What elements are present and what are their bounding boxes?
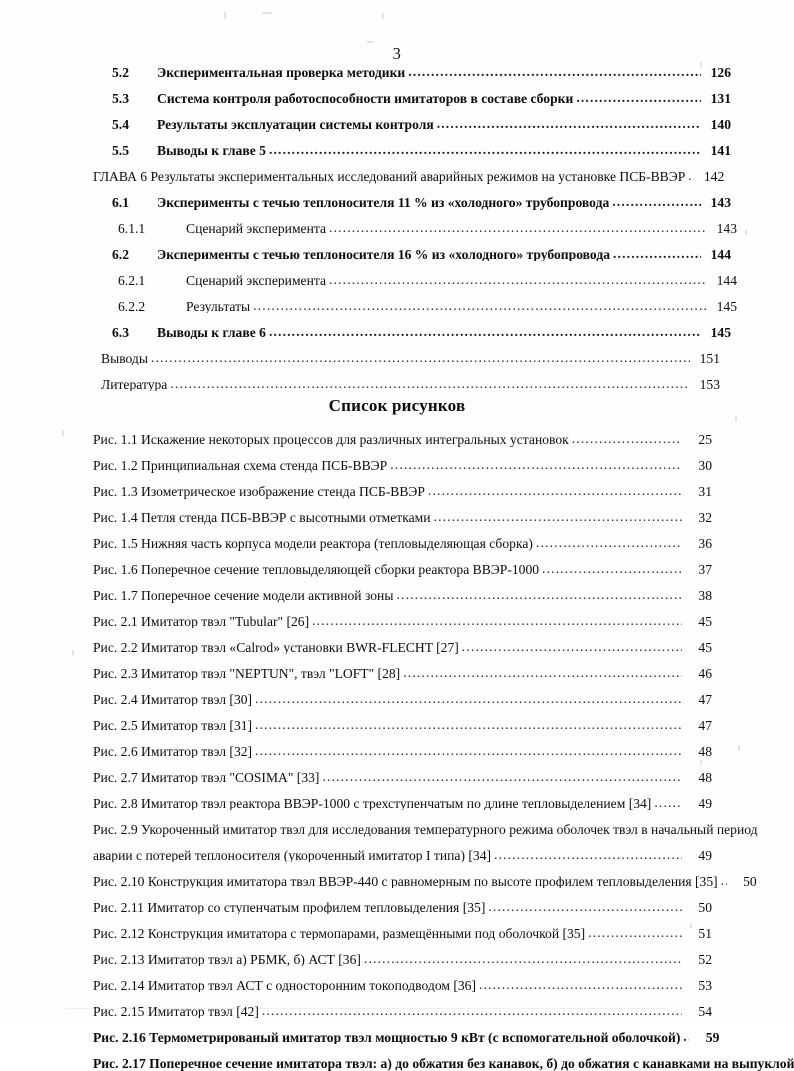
- entry-label: Рис. 2.13 Имитатор твэл а) РБМК, б) АСТ [36]: [93, 952, 361, 967]
- toc-entry-5-3[interactable]: [93, 92, 731, 106]
- entry-label: Экспериментальная проверка методики: [157, 66, 406, 80]
- dot-leader: [408, 65, 701, 79]
- dot-leader: [479, 978, 682, 992]
- entry-page-number: 131: [710, 90, 731, 106]
- figures-heading: Список рисунков: [328, 396, 466, 415]
- dot-leader: [721, 874, 727, 888]
- figure-entry[interactable]: [93, 459, 712, 473]
- figure-entry-2-9-line2[interactable]: [93, 849, 712, 863]
- dot-leader: [255, 718, 682, 732]
- figure-entry[interactable]: [93, 589, 712, 603]
- entry-label: Рис. 1.6 Поперечное сечение тепловыделяющей сборки реактора ВВЭР-1000: [93, 562, 540, 577]
- entry-number: 5.5: [112, 142, 129, 158]
- entry-label: Выводы: [101, 351, 148, 366]
- entry-label: Выводы к главе 5: [157, 143, 266, 158]
- dot-leader: [253, 299, 707, 313]
- dot-leader: [262, 1004, 682, 1018]
- toc-entry-6-2-2[interactable]: [93, 300, 737, 314]
- entry-label: Сценарий эксперимента: [186, 273, 326, 288]
- entry-number: 6.1: [112, 194, 129, 210]
- entry-page-number: 54: [698, 1003, 712, 1019]
- dot-leader: [588, 926, 682, 940]
- entry-number: 6.1.1: [118, 220, 146, 236]
- dot-leader: [437, 117, 701, 131]
- entry-label: Рис. 1.5 Нижняя часть корпуса модели реактора (тепловыделяющая сборка): [93, 536, 533, 551]
- entry-label: Рис. 2.16 Термометрированый имитатор твэл мощностью 9 кВт (с вспомогательной оболочкой): [93, 1030, 681, 1045]
- dot-leader: [494, 848, 682, 862]
- entry-label: Литература: [101, 377, 168, 392]
- entry-label: Система контроля работоспособности имитаторов в составе сборки: [157, 91, 574, 106]
- entry-label: Рис. 1.7 Поперечное сечение модели активной зоны: [93, 588, 394, 603]
- dot-leader: [683, 1030, 689, 1044]
- entry-page-number: 151: [699, 350, 720, 366]
- entry-label: Эксперименты с течью теплоносителя 11 % из «холодного» трубопровода: [157, 195, 610, 210]
- dot-leader: [329, 221, 707, 235]
- entry-page-number: 31: [698, 483, 712, 499]
- entry-page-number: 59: [705, 1029, 720, 1045]
- entry-label: Рис. 2.1 Имитатор твэл "Tubular" [26]: [93, 614, 310, 629]
- figure-entry[interactable]: [93, 563, 712, 577]
- dot-leader: [390, 458, 682, 472]
- figure-entry-2-17-line1: Рис. 2.17 Поперечное сечение имитатора твэл: а) до обжатия без канавок, б) до обжатия с канавками на выпуклой: [93, 1055, 794, 1071]
- entry-label: Рис. 2.6 Имитатор твэл [32]: [93, 744, 253, 759]
- toc-entry-6-2[interactable]: [93, 248, 731, 262]
- figure-entry[interactable]: [93, 485, 712, 499]
- entry-label: Рис. 2.11 Имитатор со ступенчатым профилем тепловыделения [35]: [93, 900, 486, 915]
- dot-leader: [542, 562, 682, 576]
- toc-entry-6-1[interactable]: [93, 196, 731, 210]
- entry-page-number: 48: [698, 743, 712, 759]
- dot-leader: [613, 247, 701, 261]
- entry-number: 5.2: [112, 65, 129, 80]
- entry-label: Рис. 2.14 Имитатор твэл АСТ с односторонним токоподводом [36]: [93, 978, 476, 993]
- entry-number: 6.2.1: [118, 272, 146, 288]
- entry-label: Рис. 2.3 Имитатор твэл "NEPTUN", твэл "LOFT" [28]: [93, 666, 401, 681]
- entry-page-number: 47: [698, 691, 712, 707]
- entry-label: Эксперименты с течью теплоносителя 16 % из «холодного» трубопровода: [157, 247, 610, 262]
- entry-page-number: 47: [698, 717, 712, 733]
- dot-leader: [688, 169, 694, 183]
- figure-entry[interactable]: [93, 641, 712, 655]
- dot-leader: [269, 143, 701, 157]
- figure-entry[interactable]: [93, 771, 712, 785]
- entry-label: Рис. 2.12 Конструкция имитатора с термопарами, размещёнными под оболочкой [35]: [93, 926, 586, 941]
- entry-page-number: 49: [698, 795, 712, 811]
- entry-page-number: 38: [698, 587, 712, 603]
- dot-leader: [151, 351, 690, 365]
- toc-entry-5-5[interactable]: [93, 144, 731, 158]
- entry-label: Рис. 1.1 Искажение некоторых процессов для различных интегральных установок: [93, 433, 569, 447]
- figure-entry[interactable]: [93, 719, 712, 733]
- entry-page-number: 37: [698, 561, 712, 577]
- entry-number: 6.3: [112, 324, 129, 340]
- figure-entry[interactable]: [93, 1005, 712, 1019]
- entry-page-number: 50: [743, 873, 757, 889]
- entry-page-number: 153: [699, 376, 720, 392]
- dot-leader: [612, 195, 701, 209]
- entry-page-number: 25: [698, 432, 712, 447]
- dot-leader: [462, 640, 682, 654]
- dot-leader: [434, 510, 682, 524]
- entry-label: Рис. 2.2 Имитатор твэл «Calrod» установки BWR-FLECHT [27]: [93, 640, 459, 655]
- figure-entry[interactable]: [93, 511, 712, 525]
- dot-leader: [576, 91, 701, 105]
- entry-number: 5.3: [112, 90, 129, 106]
- entry-page-number: 50: [698, 899, 712, 915]
- entry-page-number: 144: [710, 246, 731, 262]
- figure-entry[interactable]: [93, 873, 757, 889]
- entry-label: Выводы к главе 6: [157, 325, 266, 340]
- page-number: 3: [392, 44, 402, 63]
- dot-leader: [428, 484, 682, 498]
- figure-entry[interactable]: [93, 667, 712, 681]
- entry-page-number: 52: [698, 951, 712, 967]
- figure-entry[interactable]: [93, 537, 712, 551]
- figure-entry[interactable]: [93, 927, 712, 941]
- figure-entry[interactable]: [93, 979, 712, 993]
- entry-label: Результаты: [186, 299, 251, 314]
- figure-entry[interactable]: [93, 953, 712, 967]
- toc-entry-литература[interactable]: [93, 378, 720, 392]
- entry-label: Рис. 1.3 Изометрическое изображение стенда ПСБ-ВВЭР: [93, 484, 425, 499]
- dot-leader: [403, 666, 682, 680]
- entry-number: 6.2: [112, 246, 129, 262]
- entry-page-number: 32: [698, 509, 712, 525]
- dot-leader: [572, 432, 682, 446]
- toc-entry-6-3[interactable]: [93, 326, 731, 340]
- dot-leader: [364, 952, 682, 966]
- entry-label: Рис. 1.4 Петля стенда ПСБ-ВВЭР с высотными отметками: [93, 510, 431, 525]
- figure-entry[interactable]: [93, 745, 712, 759]
- entry-page-number: 36: [698, 535, 712, 551]
- entry-page-number: 142: [703, 168, 725, 184]
- dot-leader: [312, 614, 682, 628]
- dot-leader: [269, 325, 701, 339]
- entry-label: Результаты эксплуатации системы контроля: [157, 117, 434, 132]
- entry-page-number: 45: [698, 613, 712, 629]
- toc-entry-6-1-1[interactable]: [93, 222, 737, 236]
- table-of-contents: [93, 65, 737, 392]
- dot-leader: [170, 377, 690, 391]
- entry-page-number: 53: [698, 977, 712, 993]
- figure-entry[interactable]: [93, 693, 712, 707]
- entry-page-number: 30: [698, 457, 712, 473]
- figure-entry[interactable]: [93, 797, 712, 811]
- entry-page-number: 49: [698, 847, 712, 863]
- entry-page-number: 143: [710, 194, 731, 210]
- dot-leader: [322, 770, 682, 784]
- figure-entry[interactable]: [93, 615, 712, 629]
- list-of-figures: [93, 432, 794, 1071]
- toc-entry-глава 6 ре[interactable]: [93, 168, 725, 184]
- entry-page-number: 143: [716, 220, 737, 236]
- entry-label: Рис. 2.10 Конструкция имитатора твэл ВВЭР-440 с равномерным по высоте профилем тепловыделения [35]: [93, 874, 718, 889]
- entry-label: Рис. 2.4 Имитатор твэл [30]: [93, 692, 253, 707]
- entry-page-number: 141: [710, 142, 731, 158]
- dot-leader: [488, 900, 682, 914]
- toc-entry-5-2[interactable]: [93, 66, 731, 80]
- entry-label: ГЛАВА 6 Результаты экспериментальных исследований аварийных режимов на установке ПСБ-ВВЭР: [93, 169, 686, 184]
- entry-page-number: 145: [716, 298, 737, 314]
- dot-leader: [255, 744, 682, 758]
- entry-page-number: 145: [710, 324, 731, 340]
- entry-label: Рис. 2.8 Имитатор твэл реактора ВВЭР-1000 с трехступенчатым по длине тепловыделением [34]: [93, 796, 652, 811]
- toc-entry-выводы[interactable]: [93, 352, 720, 366]
- dot-leader: [654, 796, 682, 810]
- entry-label: Рис. 2.5 Имитатор твэл [31]: [93, 718, 253, 733]
- entry-number: 6.2.2: [118, 298, 146, 314]
- figure-entry[interactable]: [93, 901, 712, 915]
- figure-entry[interactable]: [93, 1029, 720, 1045]
- entry-label: Рис. 1.2 Принципиальная схема стенда ПСБ-ВВЭР: [93, 458, 388, 473]
- entry-page-number: 126: [710, 65, 731, 80]
- dot-leader: [329, 273, 707, 287]
- dot-leader: [255, 692, 682, 706]
- entry-label: аварии с потерей теплоносителя (укороченный имитатор I типа) [34]: [93, 848, 492, 863]
- dot-leader: [536, 536, 682, 550]
- entry-page-number: 46: [698, 665, 712, 681]
- entry-page-number: 48: [698, 769, 712, 785]
- entry-label: Сценарий эксперимента: [186, 221, 326, 236]
- entry-page-number: 144: [716, 272, 737, 288]
- entry-number: 5.4: [112, 116, 129, 132]
- entry-page-number: 140: [710, 116, 731, 132]
- entry-label: Рис. 2.7 Имитатор твэл "COSIMA" [33]: [93, 770, 320, 785]
- entry-page-number: 45: [698, 639, 712, 655]
- dot-leader: [396, 588, 682, 602]
- entry-page-number: 51: [698, 925, 712, 941]
- toc-entry-5-4[interactable]: [93, 118, 731, 132]
- toc-entry-6-2-1[interactable]: [93, 274, 737, 288]
- entry-label: Рис. 2.15 Имитатор твэл [42]: [93, 1004, 259, 1019]
- figure-entry[interactable]: [93, 433, 712, 447]
- figure-entry-2-9-line1: Рис. 2.9 Укороченный имитатор твэл для исследования температурного режима оболочек твэл в начальный период: [93, 821, 758, 837]
